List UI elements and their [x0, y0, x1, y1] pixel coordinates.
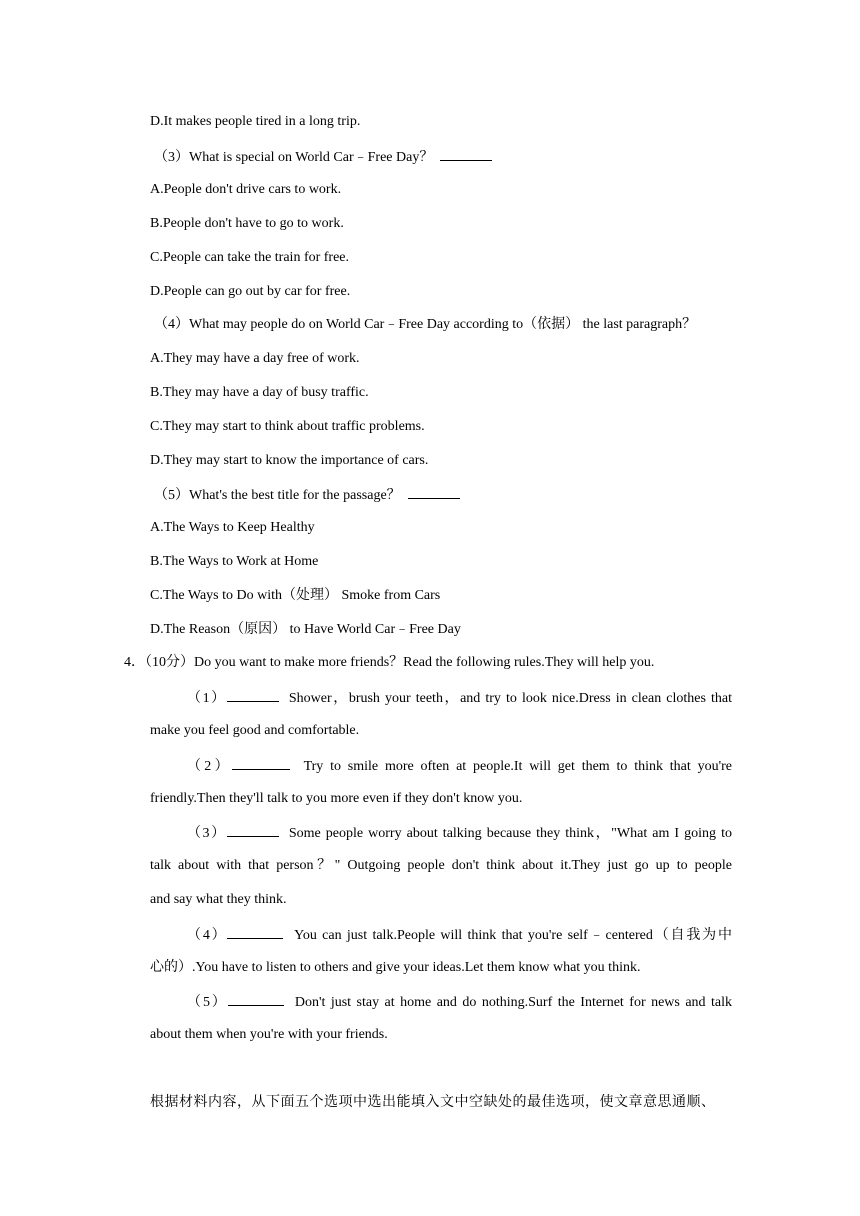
para3-line1	[187, 822, 732, 844]
para2-line1	[187, 755, 732, 777]
q3-stem-text: （3）What is special on World Car﹣Free Day？	[154, 150, 434, 165]
para2-blank[interactable]	[232, 755, 290, 770]
para4-number: （4）	[187, 928, 228, 943]
q5-option-b: B.The Ways to Work at Home	[150, 554, 319, 569]
para3-text: Some people worry about talking because they think，"What am I going to	[288, 826, 732, 841]
answer-blank[interactable]	[408, 484, 460, 499]
para5-line1	[187, 991, 732, 1013]
q3-option-a: A.People don't drive cars to work.	[150, 182, 342, 197]
para2-text: Try to smile more often at people.It will get them to think that you're	[303, 759, 732, 774]
q3-option-d: D.People can go out by car for free.	[150, 284, 351, 299]
answer-blank[interactable]	[440, 146, 492, 161]
q4-option-b: B.They may have a day of busy traffic.	[150, 385, 369, 400]
q3-option-b: B.People don't have to go to work.	[150, 216, 344, 231]
q4-option-d: D.They may start to know the importance of cars.	[150, 453, 429, 468]
q4-option-c: C.They may start to think about traffic problems.	[150, 419, 425, 434]
para1-line2: make you feel good and comfortable.	[150, 723, 360, 738]
para5-blank[interactable]	[228, 991, 284, 1006]
para4-line2: 心的）.You have to listen to others and give your ideas.Let them know what you think.	[150, 960, 641, 975]
q5-option-c: C.The Ways to Do with（处理） Smoke from Cars	[150, 588, 441, 603]
q3-stem	[154, 146, 492, 168]
q4-stem: （4）What may people do on World Car﹣Free Day according to（依据） the last paragraph？	[154, 317, 697, 332]
para1-blank[interactable]	[227, 687, 279, 702]
para5-line2: about them when you're with your friends.	[150, 1027, 388, 1042]
q3-option-c: C.People can take the train for free.	[150, 250, 350, 265]
q5-stem-text: （5）What's the best title for the passage？	[154, 488, 401, 503]
para4-text: You can just talk.People will think that you're self﹣centered（自我为中	[294, 928, 732, 943]
para5-number: （5）	[187, 995, 228, 1010]
para3-line3: and say what they think.	[150, 892, 287, 907]
q5-stem	[154, 484, 460, 506]
para3-blank[interactable]	[227, 822, 279, 837]
section4-header: 4．（10分）Do you want to make more friends？Read the following rules.They will help you.	[124, 655, 655, 670]
q5-option-d: D.The Reason（原因） to Have World Car﹣Free Day	[150, 622, 461, 637]
para3-line2: talk about with that person？" Outgoing people don't think about it.They just go up to people	[150, 858, 732, 873]
para3-number: （3）	[187, 826, 227, 841]
para4-line1	[187, 924, 732, 946]
para5-text: Don't just stay at home and do nothing.Surf the Internet for news and talk	[294, 995, 732, 1010]
para1-line1	[187, 687, 732, 709]
q2-option-d: D.It makes people tired in a long trip.	[150, 114, 361, 129]
para1-number: （1）	[187, 691, 227, 706]
para1-text: Shower，brush your teeth，and try to look nice.Dress in clean clothes that	[288, 691, 733, 706]
para2-number: （2）	[187, 759, 232, 774]
para2-line2: friendly.Then they'll talk to you more even if they don't know you.	[150, 791, 523, 806]
q4-option-a: A.They may have a day free of work.	[150, 351, 360, 366]
q5-option-a: A.The Ways to Keep Healthy	[150, 520, 315, 535]
para4-blank[interactable]	[227, 924, 283, 939]
instruction-text: 根据材料内容，从下面五个选项中选出能填入文中空缺处的最佳选项，使文章意思通顺、	[150, 1095, 716, 1110]
